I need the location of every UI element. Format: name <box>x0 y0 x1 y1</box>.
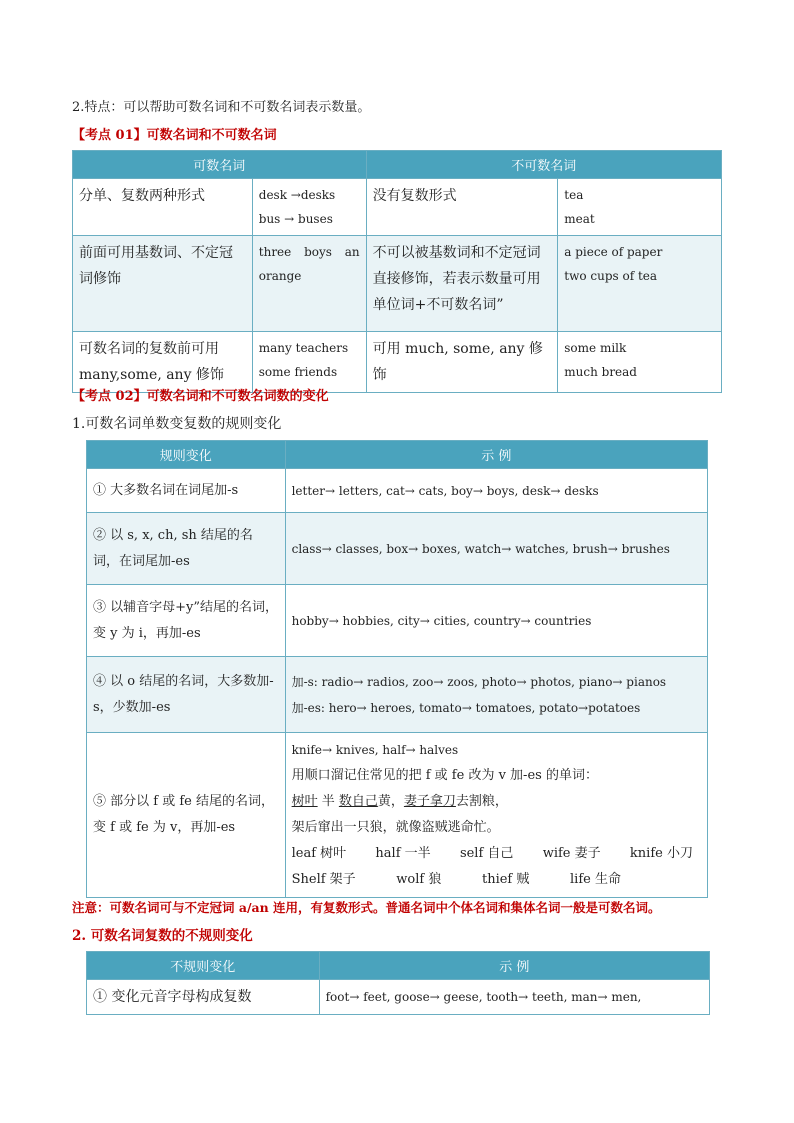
countable-header: 可数名词 <box>73 151 367 179</box>
table-cell: 前面可用基数词、不定冠词修饰 <box>73 236 253 332</box>
countable-table <box>72 150 722 393</box>
table-cell: many teachers some friends <box>252 332 366 393</box>
uncountable-header: 不可数名词 <box>366 151 721 179</box>
table-cell: 没有复数形式 <box>366 179 558 236</box>
table-cell: hobby→ hobbies, city→ cities, country→ countries <box>285 585 707 657</box>
table-cell: knife→ knives, half→ halves 用顺口溜记住常见的把 f 或 fe 改为 v 加-es 的单词： 树叶 半 数自己黄，妻子拿刀去割粮， 架后窜出一只狼，就像盗贼逃命忙。 leaf 树叶 half 一半 self 自己 wife 妻子 knife 小刀 Shelf 架子 wolf 狼 thief 贼 life 生命 <box>285 733 707 898</box>
example-header: 示 例 <box>319 952 709 980</box>
intro-text: 2.特点：可以帮助可数名词和不可数名词表示数量。 <box>72 100 371 115</box>
table-cell: a piece of paper two cups of tea <box>558 236 722 332</box>
table-cell: tea meat <box>558 179 722 236</box>
table-cell: class→ classes, box→ boxes, watch→ watches, brush→ brushes <box>285 513 707 585</box>
table-cell: ① 大多数名词在词尾加-s <box>87 469 286 513</box>
table-cell: 不可以被基数词和不定冠词直接修饰，若表示数量可用单位词+不可数名词” <box>366 236 558 332</box>
kp2-heading: 【考点 02】可数名词和不可数名词数的变化 <box>72 389 329 404</box>
table-cell: ⑤ 部分以 f 或 fe 结尾的名词，变 f 或 fe 为 v，再加-es <box>87 733 286 898</box>
subheading-irregular: 2. 可数名词复数的不规则变化 <box>72 928 253 944</box>
table-cell: 可用 much, some, any 修饰 <box>366 332 558 393</box>
table-cell: foot→ feet, goose→ geese, tooth→ teeth, man→ men, <box>319 980 709 1015</box>
irregular-plural-table <box>86 951 710 1015</box>
rule-header: 不规则变化 <box>87 952 320 980</box>
table-cell: ① 变化元音字母构成复数 <box>87 980 320 1015</box>
table-cell: letter→ letters, cat→ cats, boy→ boys, desk→ desks <box>285 469 707 513</box>
note-text: 注意：可数名词可与不定冠词 a/an 连用，有复数形式。普通名词中个体名词和集体名词一般是可数名词。 <box>72 900 661 915</box>
table-cell: ③ 以辅音字母+y”结尾的名词，变 y 为 i，再加-es <box>87 585 286 657</box>
example-header: 示 例 <box>285 441 707 469</box>
table-cell: three boys an orange <box>252 236 366 332</box>
table-cell: desk →desks bus → buses <box>252 179 366 236</box>
subheading-regular: 1.可数名词单数变复数的规则变化 <box>72 416 282 432</box>
table-cell: 加-s: radio→ radios, zoo→ zoos, photo→ photos, piano→ pianos 加-es: hero→ heroes, tomato→ tomatoes, potato→potatoes <box>285 657 707 733</box>
regular-plural-table <box>86 440 708 898</box>
table-cell: ④ 以 o 结尾的名词，大多数加-s，少数加-es <box>87 657 286 733</box>
kp1-heading: 【考点 01】可数名词和不可数名词 <box>72 128 277 143</box>
table-cell: 可数名词的复数前可用 many,some, any 修饰 <box>73 332 253 393</box>
table-cell: ② 以 s, x, ch, sh 结尾的名词，在词尾加-es <box>87 513 286 585</box>
table-cell: 分单、复数两种形式 <box>73 179 253 236</box>
rule-header: 规则变化 <box>87 441 286 469</box>
table-cell: some milk much bread <box>558 332 722 393</box>
